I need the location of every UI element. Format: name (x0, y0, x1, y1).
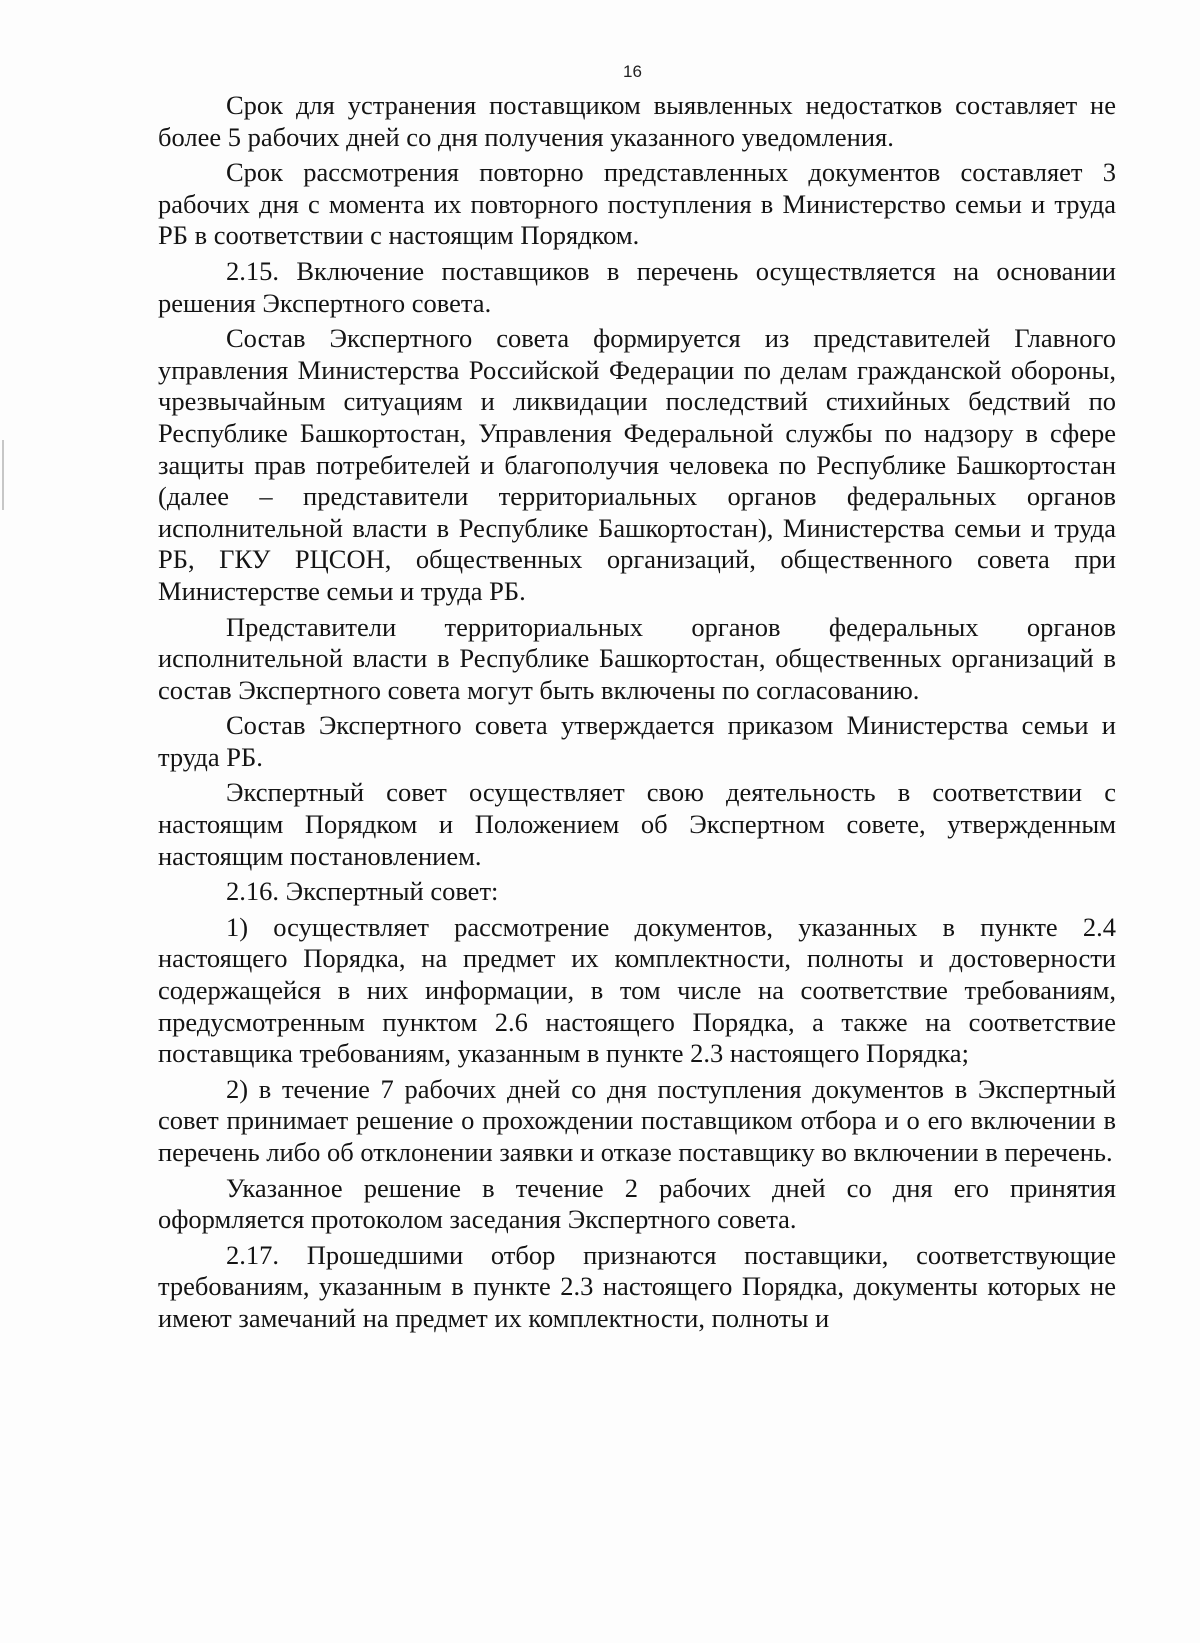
paragraph-decision-protocol: Указанное решение в течение 2 рабочих дней со дня его принятия оформляется протоколом заседания Экспертного совета. (158, 1172, 1116, 1235)
paragraph-resubmission-review: Срок рассмотрения повторно представленных документов составляет 3 рабочих дня с момента их повторного поступления в Министерство семьи и труда РБ в соответствии с настоящим Порядком. (158, 157, 1116, 251)
page-number: 16 (623, 62, 642, 81)
paragraph-2-16-heading: 2.16. Экспертный совет: (226, 876, 499, 907)
scan-edge-mark (2, 440, 4, 510)
document-body (158, 90, 1116, 1335)
paragraph-territorial-representatives: Представители территориальных органов федеральных органов исполнительной власти в Республике Башкортостан, общественных организаций в состав Экспертного совета могут быть включены по согласованию. (158, 611, 1116, 705)
paragraph-council-approval: Состав Экспертного совета утверждается приказом Министерства семьи и труда РБ. (158, 710, 1116, 772)
paragraph-council-composition: Состав Экспертного совета формируется из представителей Главного управления Министерства Российской Федерации по делам гражданской обороны, чрезвычайным ситуациям и ликвидации последствий стихийных бедствий по Республике Башкортостан, Управления Федеральной службы по надзору в сфере защиты прав потребителей и благополучия человека по Республике Башкортостан (далее – представители территориальных органов федеральных органов исполнительной власти в Республике Башкортостан), Министерства семьи и труда РБ, ГКУ РЦСОН, общественных организаций, общественного совета при Министерстве семьи и труда РБ. (158, 323, 1116, 606)
list-item-2: 2) в течение 7 рабочих дней со дня поступления документов в Экспертный совет принимает решение о прохождении поставщиком отбора и о его включении в перечень либо об отклонении заявки и отказе поставщику во включении в перечень. (158, 1073, 1116, 1167)
paragraph-defect-deadline: Срок для устранения поставщиком выявленных недостатков составляет не более 5 рабочих дней со дня получения указанного уведомления. (158, 90, 1116, 152)
paragraph-council-activity: Экспертный совет осуществляет свою деятельность в соответствии с настоящим Порядком и Положением об Экспертном совете, утвержденным настоящим постановлением. (158, 777, 1116, 871)
paragraph-2-15: 2.15. Включение поставщиков в перечень осуществляется на основании решения Экспертного совета. (158, 255, 1116, 318)
list-item-1: 1) осуществляет рассмотрение документов, указанных в пункте 2.4 настоящего Порядка, на предмет их комплектности, полноты и достоверности содержащейся в них информации, в том числе на соответствие требованиям, предусмотренным пунктом 2.6 настоящего Порядка, а также на соответствие поставщика требованиям, указанным в пункте 2.3 настоящего Порядка; (158, 911, 1116, 1069)
paragraph-2-17: 2.17. Прошедшими отбор признаются поставщики, соответствующие требованиям, указанным в пункте 2.3 настоящего Порядка, документы которых не имеют замечаний на предмет их комплектности, полноты и (158, 1239, 1116, 1333)
